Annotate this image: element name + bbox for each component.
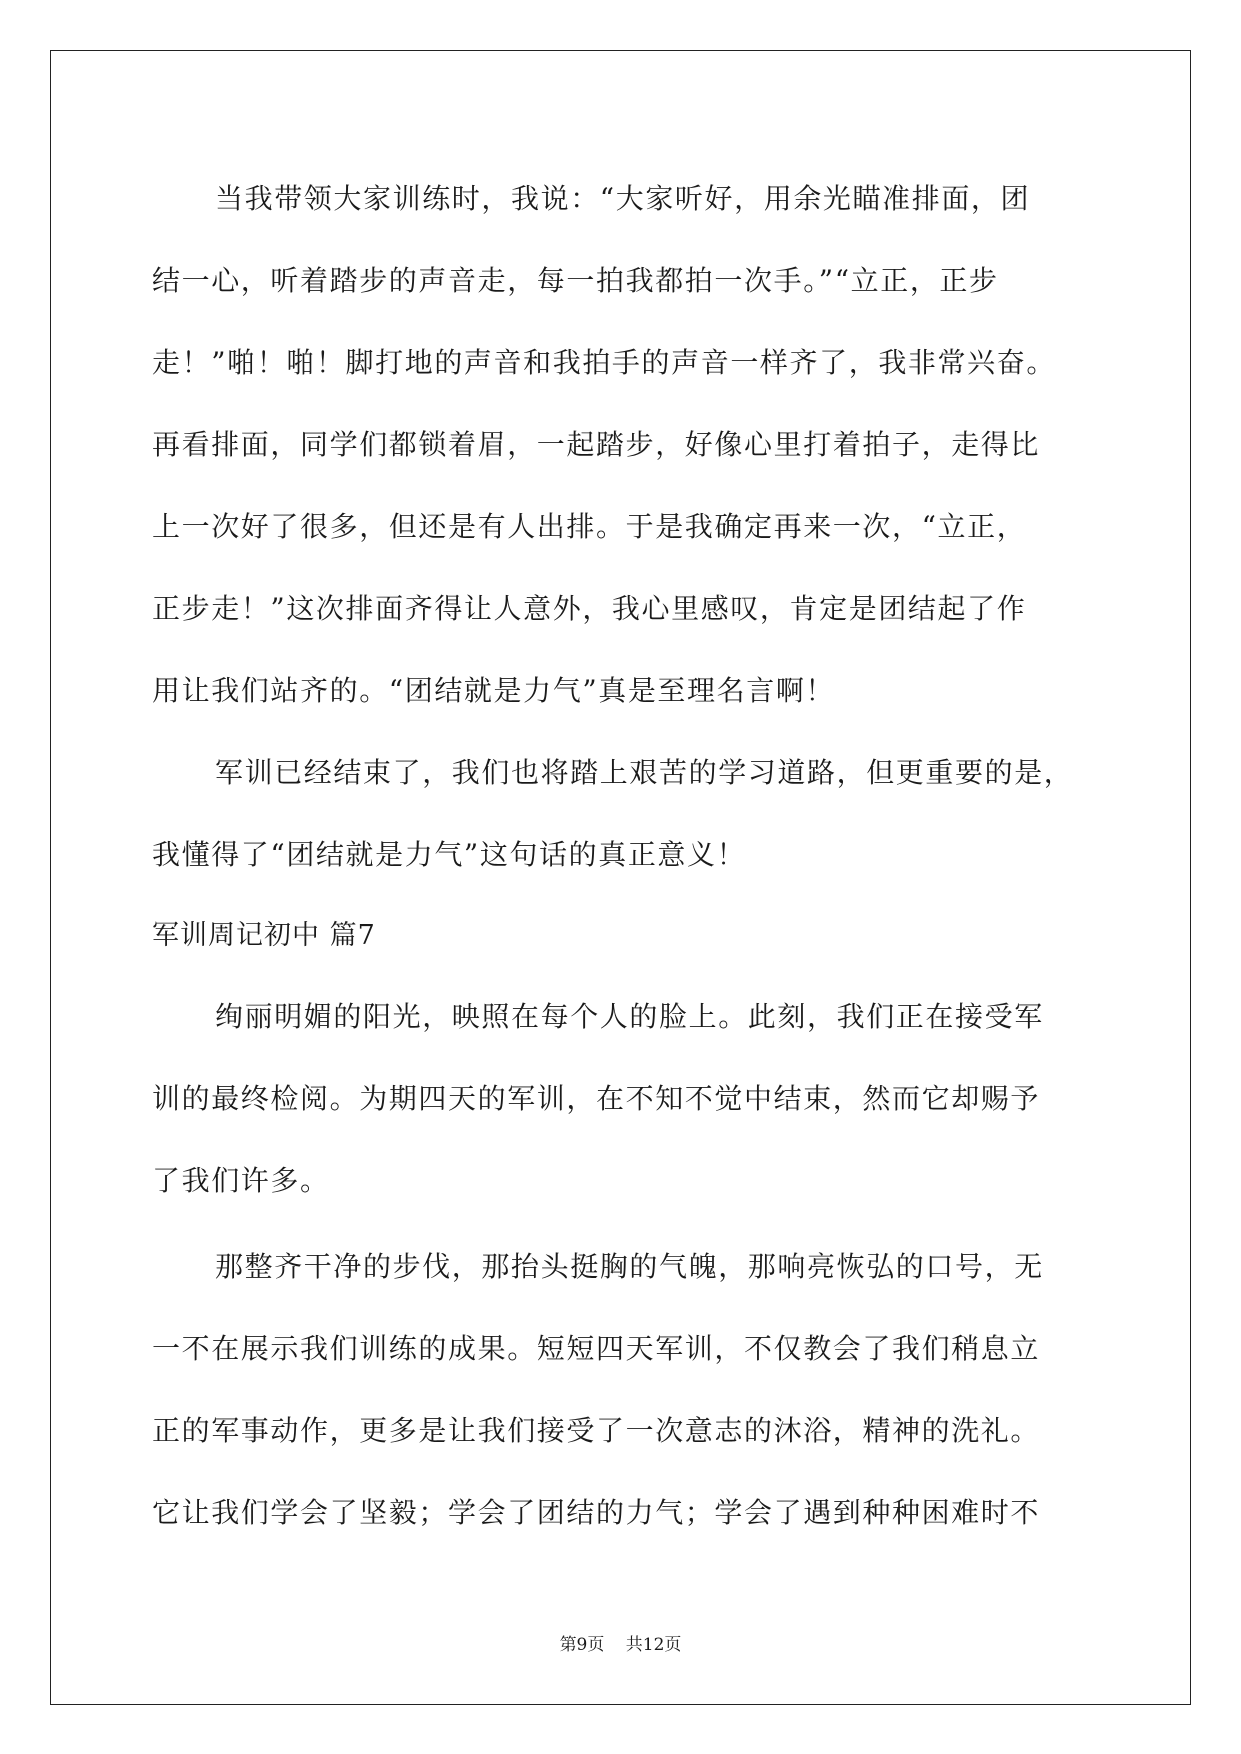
text-line: 一不在展示我们训练的成果。短短四天军训，不仅教会了我们稍息立 [152,1332,1041,1365]
text-line: 用让我们站齐的。“团结就是力气”真是至理名言啊！ [152,674,836,707]
text-line: 它让我们学会了坚毅；学会了团结的力气；学会了遇到种种困难时不 [152,1496,1041,1529]
paragraph [152,1226,1092,1554]
text-line: 结一心，听着踏步的声音走，每一拍我都拍一次手。”“立正，正步 [152,264,999,297]
text-line: 绚丽明媚的阳光，映照在每个人的脸上。此刻，我们正在接受军 [215,1000,1044,1033]
text-line: 军训已经结束了，我们也将踏上艰苦的学习道路，但更重要的是， [215,756,1074,789]
text-line: 了我们许多。 [152,1164,330,1197]
text-line: 那整齐干净的步伐，那抬头挺胸的气魄，那响亮恢弘的口号，无 [215,1250,1044,1283]
text-line: 正步走！”这次排面齐得让人意外，我心里感叹，肯定是团结起了作 [152,592,1027,625]
page-footer [0,1630,1241,1655]
text-line: 上一次好了很多，但还是有人出排。于是我确定再来一次，“立正， [152,510,1027,543]
paragraph [152,158,1092,732]
paragraph [152,732,1092,896]
text-line: 当我带领大家训练时，我说：“大家听好，用余光瞄准排面，团 [215,182,1031,215]
text-line: 走！”啪！啪！脚打地的声音和我拍手的声音一样齐了，我非常兴奋。 [152,346,1056,379]
page-number: 第9页 [559,1635,605,1655]
text-line: 再看排面，同学们都锁着眉，一起踏步，好像心里打着拍子，走得比 [152,428,1041,461]
text-line: 正的军事动作，更多是让我们接受了一次意志的沐浴，精神的洗礼。 [152,1414,1041,1447]
document-body [152,158,1092,1554]
section-heading: 军训周记初中 篇7 [152,920,376,951]
page-total: 共12页 [625,1635,682,1655]
text-line: 训的最终检阅。为期四天的军训，在不知不觉中结束，然而它却赐予 [152,1082,1041,1115]
text-line: 我懂得了“团结就是力气”这句话的真正意义！ [152,838,747,871]
paragraph [152,976,1092,1222]
